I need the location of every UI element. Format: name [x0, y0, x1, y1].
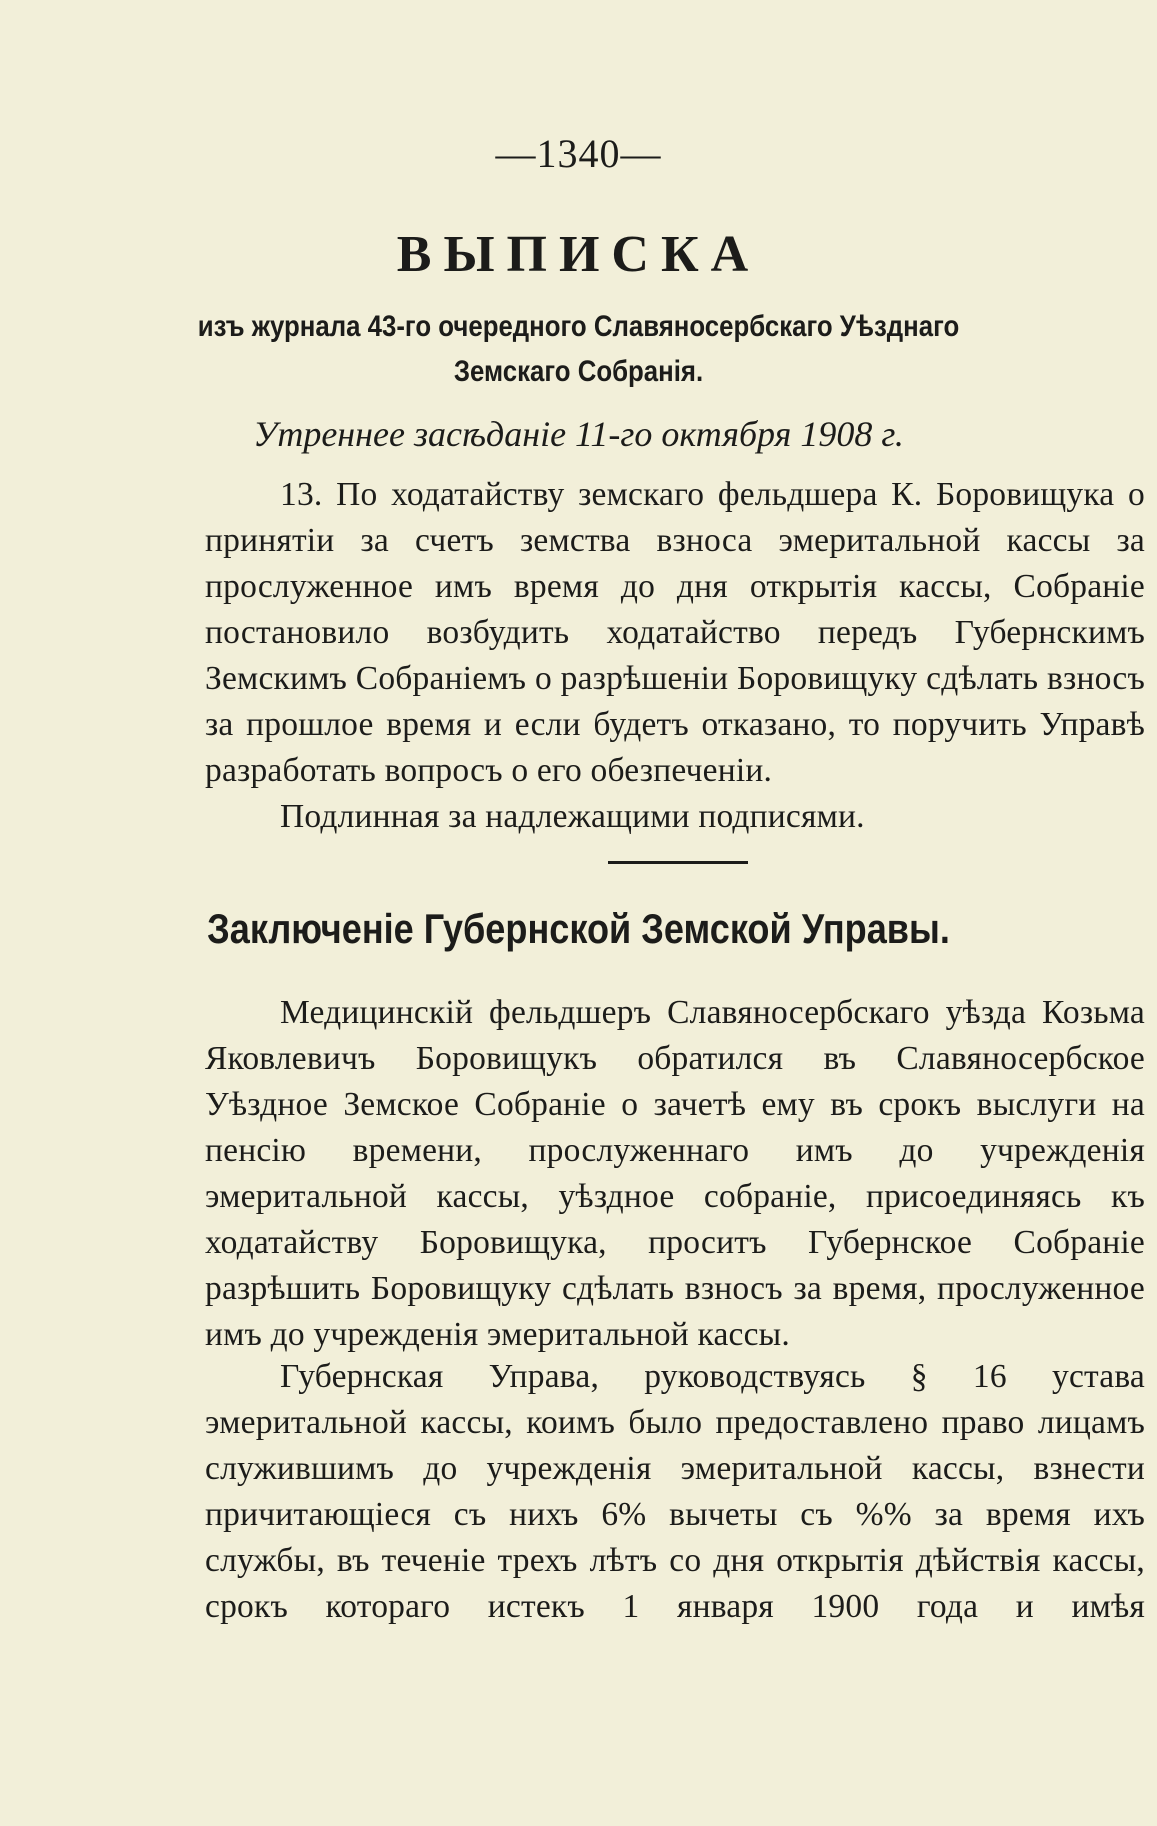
section-divider	[608, 861, 748, 864]
conclusion-block	[205, 990, 1145, 1358]
signature-note: Подлинная за надлежащими подписями.	[280, 798, 865, 835]
session-heading: Утреннее засѣданіе 11-го октября 1908 г.	[253, 414, 904, 454]
section-title: Заключеніе Губернской Земской Управы.	[207, 905, 950, 952]
conclusion-paragraph-2: Губернская Управа, руководствуясь § 16 устава эмеритальной кассы, коимъ было предоставлено право лицамъ служившимъ до учрежденія эмеритальной кассы, взнести причитающіеся съ нихъ 6% вычеты съ %% за время ихъ службы, въ теченіе трехъ лѣтъ со дня открытія дѣйствія кассы, срокъ котораго истекъ 1 января 1900 года и имѣя	[205, 1358, 1145, 1625]
subtitle-line-1: изъ журнала 43-го очередного Славяносербскаго Уѣзднаго	[197, 310, 960, 343]
conclusion-block-2	[205, 1354, 1145, 1630]
conclusion-paragraph-1: Медицинскій фельдшеръ Славяносербскаго уѣзда Козьма Яковлевичъ Боровищукъ обратился въ Славяносербское Уѣздное Земское Собраніе о зачетѣ ему въ срокъ выслуги на пенсію времени, прослуженнаго имъ до учрежденія эмеритальной кассы, уѣздное собраніе, присоединяясь къ ходатайству Боровищука, проситъ Губернское Собраніе разрѣшить Боровищуку сдѣлать взносъ за время, прослуженное имъ до учрежденія эмеритальной кассы.	[205, 994, 1145, 1353]
resolution-block	[205, 472, 1145, 840]
resolution-paragraph: 13. По ходатайству земскаго фельдшера К. Боровищука о принятіи за счетъ земства взноса эмеритальной кассы за прослуженное имъ время до дня открытія кассы, Собраніе постановило возбудить ходатайство передъ Губернскимъ Земскимъ Собраніемъ о разрѣшеніи Боровищуку сдѣлать взносъ за прошлое время и если будетъ отказано, то поручить Управѣ разработать вопросъ о его обезпеченіи.	[205, 476, 1145, 789]
document-title: ВЫПИСКА	[396, 226, 761, 283]
subtitle-line-2: Земскаго Собранія.	[453, 355, 704, 388]
page-number: —1340—	[495, 131, 662, 176]
